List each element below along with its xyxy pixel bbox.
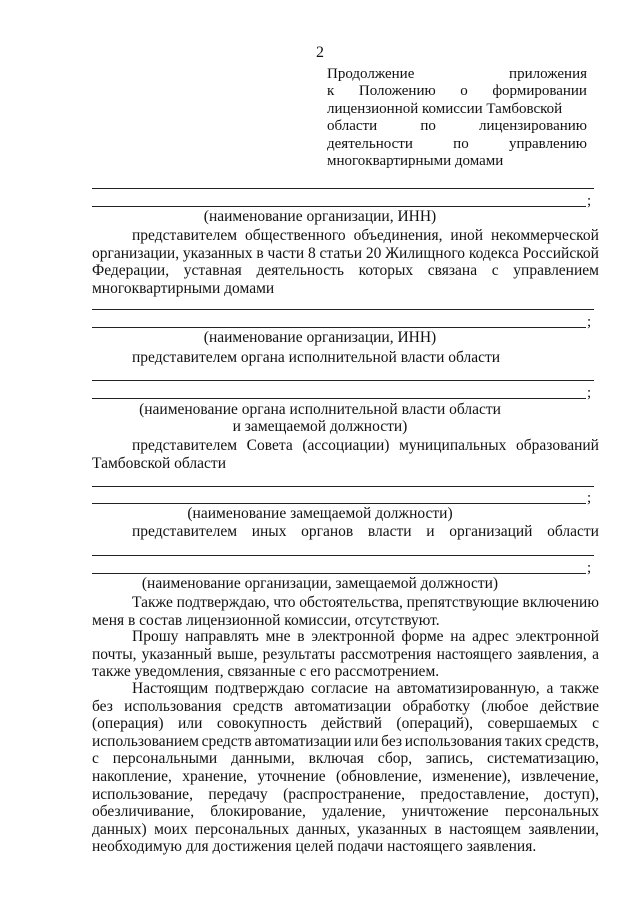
word: сбор, <box>377 750 413 768</box>
word: и <box>426 523 435 540</box>
word: а <box>592 645 599 663</box>
text-line <box>92 715 599 733</box>
word: области <box>547 523 599 540</box>
text-line <box>92 437 599 455</box>
word: персональными <box>112 750 218 768</box>
word: с <box>491 262 499 280</box>
word: действий <box>321 715 382 733</box>
text-line <box>92 750 599 768</box>
word: иной <box>450 227 484 244</box>
text-line: представителем органа исполнительной власти области <box>132 349 501 366</box>
word: 20 <box>365 244 382 262</box>
word: приложения <box>509 66 587 82</box>
word: таких <box>504 732 543 750</box>
word: с <box>92 750 99 768</box>
word: иных <box>251 523 287 540</box>
fill-in-line <box>92 503 586 504</box>
text-line: многоквартирными домами <box>92 279 275 297</box>
word: связана <box>427 262 478 280</box>
fill-in-line <box>92 327 586 328</box>
text-line <box>92 698 599 716</box>
text-line <box>92 733 599 751</box>
word: управлением <box>513 262 599 280</box>
word: муниципальных <box>399 437 507 454</box>
word: о <box>460 83 468 100</box>
word: данных) <box>92 820 147 838</box>
word: а <box>546 680 554 697</box>
word: хранение, <box>182 767 248 785</box>
word: уставная <box>183 262 242 280</box>
word: деятельность <box>256 262 344 280</box>
caption-org-inn: (наименование организации, ИНН) <box>203 329 437 346</box>
word: указанных <box>357 820 428 838</box>
caption-org-position: (наименование организации, замещаемой должности) <box>141 575 499 592</box>
text-line <box>92 786 599 804</box>
word: результаты <box>262 645 336 663</box>
word: лицензированию <box>479 118 587 135</box>
word: Российской <box>522 244 599 262</box>
word: обезличивание, <box>92 803 195 821</box>
word: форме <box>401 628 444 645</box>
line-semicolon: ; <box>587 314 592 330</box>
word: блокирование, <box>210 803 306 821</box>
word: указанный <box>141 645 212 663</box>
word: которых <box>358 262 414 280</box>
text-line <box>92 680 599 698</box>
word: мне <box>265 628 291 645</box>
word: согласие <box>311 680 368 697</box>
word: препятствующие <box>406 594 519 611</box>
caption-org-inn: (наименование организации, ИНН) <box>203 208 437 225</box>
text-line: Тамбовской области <box>92 454 226 472</box>
word: деятельности <box>327 135 413 152</box>
word: (любое <box>481 697 529 715</box>
word: формировании <box>492 83 587 100</box>
word: почты, <box>92 645 137 663</box>
word: образований <box>516 437 599 454</box>
word: 8 <box>307 244 316 262</box>
section-send-request <box>92 628 599 681</box>
word: части <box>267 244 305 262</box>
word: на <box>450 628 466 645</box>
fill-in-line <box>92 555 594 556</box>
word: запись, <box>425 750 474 768</box>
text-line <box>92 523 599 541</box>
word: средств, <box>544 732 599 750</box>
word: организации, <box>92 244 180 262</box>
section-public-association <box>92 227 599 297</box>
word: (ассоциации) <box>302 437 390 454</box>
word: (обновление, <box>335 767 422 785</box>
fill-in-line <box>92 573 586 574</box>
word: или <box>354 732 379 750</box>
word: обработку <box>402 697 471 715</box>
section-council <box>92 437 599 472</box>
fill-in-line <box>92 486 594 487</box>
word: по <box>453 135 469 152</box>
word: извлечение, <box>521 767 599 785</box>
word: настоящем <box>449 820 521 838</box>
word: указанных <box>182 244 253 262</box>
word: обстоятельства, <box>299 594 403 611</box>
line-semicolon: ; <box>587 385 592 401</box>
word: без <box>92 697 113 715</box>
word: Настоящим <box>132 680 209 697</box>
word: представителем <box>132 523 238 540</box>
page-number: 2 <box>316 44 324 61</box>
word: на <box>374 680 390 697</box>
word: накопление, <box>92 767 172 785</box>
word: Совета <box>246 437 293 454</box>
word: автоматизированную, <box>396 680 540 697</box>
caption-executive-body: и замещаемой должности) <box>232 418 408 435</box>
text-line: необходимую для достижения целей подачи настоящего заявления. <box>92 838 537 856</box>
text-line <box>92 227 599 245</box>
word: области <box>327 118 378 135</box>
section-consent <box>92 680 599 856</box>
word: автоматизации <box>254 732 352 750</box>
word: уточнение <box>257 767 326 785</box>
caption-executive-body: (наименование органа исполнительной власти области <box>139 401 501 418</box>
text-line <box>92 803 599 821</box>
word: (операций), <box>396 715 474 733</box>
appendix-line <box>327 136 587 153</box>
word: включая <box>308 750 364 768</box>
word: настоящего <box>436 645 513 663</box>
text-line: также уведомления, связанные с его рассмотрением. <box>92 663 440 681</box>
word: власти <box>367 523 412 540</box>
text-line <box>92 646 599 664</box>
word: действие <box>539 697 599 715</box>
section-other-bodies <box>92 523 599 541</box>
word: включению <box>522 594 599 611</box>
word: использованием <box>92 732 199 750</box>
word: средств <box>201 732 252 750</box>
word: Также <box>132 594 173 611</box>
text-line <box>92 628 599 646</box>
caption-position: (наименование замещаемой должности) <box>187 505 453 522</box>
appendix-line <box>327 83 587 100</box>
word: адрес <box>472 628 509 645</box>
appendix-line <box>327 153 587 170</box>
fill-in-line <box>92 206 586 207</box>
word: использования <box>124 697 222 715</box>
fill-in-line <box>92 188 594 189</box>
word: персональных <box>504 803 599 821</box>
word: представителем <box>132 437 238 454</box>
word: органов <box>301 523 354 540</box>
word: Жилищного <box>385 244 466 262</box>
word: выше, <box>217 645 258 663</box>
word: без <box>381 732 403 750</box>
word: подтверждаю, <box>176 594 270 611</box>
appendix-header <box>327 66 587 170</box>
word: в <box>434 820 442 838</box>
word: управлению <box>509 135 587 152</box>
word: к <box>327 83 335 100</box>
word: использования <box>404 732 503 750</box>
word: удаление, <box>322 803 386 821</box>
text-line <box>92 594 599 612</box>
word: использование, <box>92 785 193 803</box>
word: предоставление, <box>420 785 529 803</box>
word: персональных <box>195 820 290 838</box>
text-line: меня в состав лицензионной комиссии, отсутствуют. <box>92 611 440 629</box>
word: кодекса <box>468 244 519 262</box>
word: статьи <box>319 244 363 262</box>
word: уничтожение <box>401 803 489 821</box>
word: подтверждаю <box>215 680 305 697</box>
fill-in-line <box>92 309 594 310</box>
word: объединения, <box>353 227 443 244</box>
appendix-line <box>327 101 587 118</box>
section-executive-body <box>92 349 599 367</box>
text-line <box>92 821 599 839</box>
word: направлять <box>185 628 259 645</box>
word: заявления, <box>517 645 587 663</box>
text-line <box>92 262 599 280</box>
word: общественного <box>244 227 346 244</box>
word: также <box>560 680 599 697</box>
word: передачу <box>208 785 268 803</box>
word: совокупность <box>216 715 307 733</box>
word: Продолжение <box>327 66 415 82</box>
line-semicolon: ; <box>587 193 592 209</box>
word: с <box>592 715 599 733</box>
text-line <box>92 768 599 786</box>
word: (распространение, <box>283 785 405 803</box>
word: изменение), <box>432 767 511 785</box>
word: по <box>420 118 436 135</box>
word: совершаемых <box>487 715 578 733</box>
word: заявлении, <box>528 820 599 838</box>
fill-in-line <box>92 398 586 399</box>
word: автоматизации <box>294 697 392 715</box>
line-semicolon: ; <box>587 490 592 506</box>
word: электронной <box>311 628 395 645</box>
word: что <box>273 594 296 611</box>
word: электронной <box>515 628 599 645</box>
word: Прошу <box>132 628 179 645</box>
word: Федерации, <box>92 262 170 280</box>
word: в <box>297 628 305 645</box>
line-semicolon: ; <box>587 560 592 576</box>
word: (операция) <box>92 715 164 733</box>
word: лицензионной комиссии Тамбовской <box>327 100 563 117</box>
appendix-line <box>327 66 587 83</box>
appendix-line <box>327 118 587 135</box>
word: моих <box>154 820 188 838</box>
word: рассмотрения <box>340 645 432 663</box>
word: многоквартирными домами <box>327 153 504 170</box>
word: средств <box>232 697 283 715</box>
word: данными, <box>231 750 295 768</box>
word: Положению <box>358 83 436 100</box>
word: представителем <box>132 227 238 244</box>
word: доступ), <box>544 785 599 803</box>
word: данных, <box>296 820 350 838</box>
word: систематизацию, <box>486 750 599 768</box>
word: организаций <box>449 523 533 540</box>
text-line <box>92 245 599 263</box>
word: в <box>256 244 264 262</box>
fill-in-line <box>92 380 594 381</box>
section-confirm-absence <box>92 594 599 629</box>
word: некоммерческой <box>490 227 599 244</box>
word: или <box>178 715 203 733</box>
